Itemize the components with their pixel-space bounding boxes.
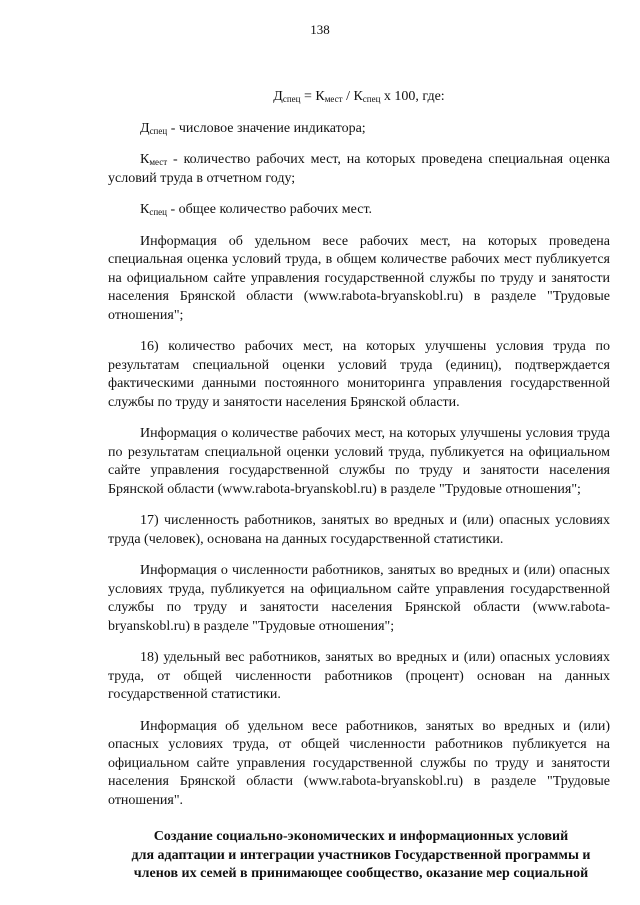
formula-d-sub: спец [282, 94, 301, 104]
def-symbol-sub: мест [149, 157, 168, 167]
paragraph-info-improved: Информация о количестве рабочих мест, на которых улучшены условия труда по результатам специальной оценки условий труда, публикуется на официальном сайте управления государственной службы по труду и занятости населения Брянской области (www.rabota-bryanskobl.ru) в разделе "Трудовые отношения"; [108, 426, 610, 497]
paragraph-info-harmful: Информация о численности работников, занятых во вредных и (или) опасных условиях труда, публикуется на официальном сайте управления государственной службы по труду и занятости населения Брянской области (www.rabota-bryanskobl.ru) в разделе "Трудовые отношения"; [108, 563, 610, 634]
def-text: - общее количество рабочих мест. [166, 202, 373, 217]
def-symbol: К [140, 152, 150, 167]
paragraph-item-18: 18) удельный вес работников, занятых во вредных и (или) опасных условиях труда, от общей численности работников (процент) основан на данных государственной статистики. [108, 650, 610, 702]
def-symbol-sub: спец [149, 207, 167, 217]
heading-line: Создание социально-экономических и информационных условий [153, 829, 569, 844]
page-number: 138 [310, 22, 330, 37]
paragraph-info-share: Информация об удельном весе работников, занятых во вредных и (или) опасных условиях труда, от общей численности работников публикуется на официальном сайте управления государственной службы по труду и занятости населения Брянской области (www.rabota-bryanskobl.ru) в разделе "Трудовые отношения". [108, 718, 610, 808]
formula-k2-sub: спец [362, 94, 381, 104]
definition-k-spec [108, 201, 610, 220]
heading-line: для адаптации и интеграции участников Государственной программы и [131, 847, 591, 863]
section-heading [108, 828, 614, 884]
formula-tail: x 100, где: [380, 89, 445, 104]
paragraph-item-17: 17) численность работников, занятых во вредных и (или) опасных условиях труда (человек), основана на данных государственной статистики. [108, 513, 610, 547]
formula-d: Д [273, 89, 283, 104]
formula-k2: К [353, 89, 363, 104]
def-symbol-sub: спец [149, 125, 168, 136]
formula-k1: К [315, 89, 325, 104]
formula-eq: = [300, 89, 316, 104]
paragraph-item-16: 16) количество рабочих мест, на которых улучшены условия труда по результатам специальной оценки условий труда (единиц), подтверждается фактическими данными постоянного мониторинга управления государственной службы по труду и занятости населения Брянской области. [108, 339, 610, 410]
definition-k-mest [108, 151, 610, 188]
def-text: - количество рабочих мест, на которых проведена специальная оценка условий труда в отчетном году; [108, 152, 610, 186]
def-symbol: Д [140, 120, 150, 136]
paragraph-info-specoценка: Информация об удельном весе рабочих мест, на которых проведена специальная оценка условий труда, в общем количестве рабочих мест публикуется на официальном сайте управления государственной службы по труду и занятости населения Брянской области (www.rabota-bryanskobl.ru) в разделе "Трудовые отношения"; [108, 233, 610, 323]
heading-line: членов их семей в принимающее сообщество, оказание мер социальной [133, 866, 589, 881]
formula [108, 88, 610, 107]
document-page [108, 0, 610, 884]
formula-slash: / [342, 89, 354, 104]
definition-d [108, 120, 610, 139]
def-text: - числовое значение индикатора; [167, 120, 366, 136]
def-symbol: К [140, 202, 150, 217]
formula-k1-sub: мест [324, 94, 343, 104]
